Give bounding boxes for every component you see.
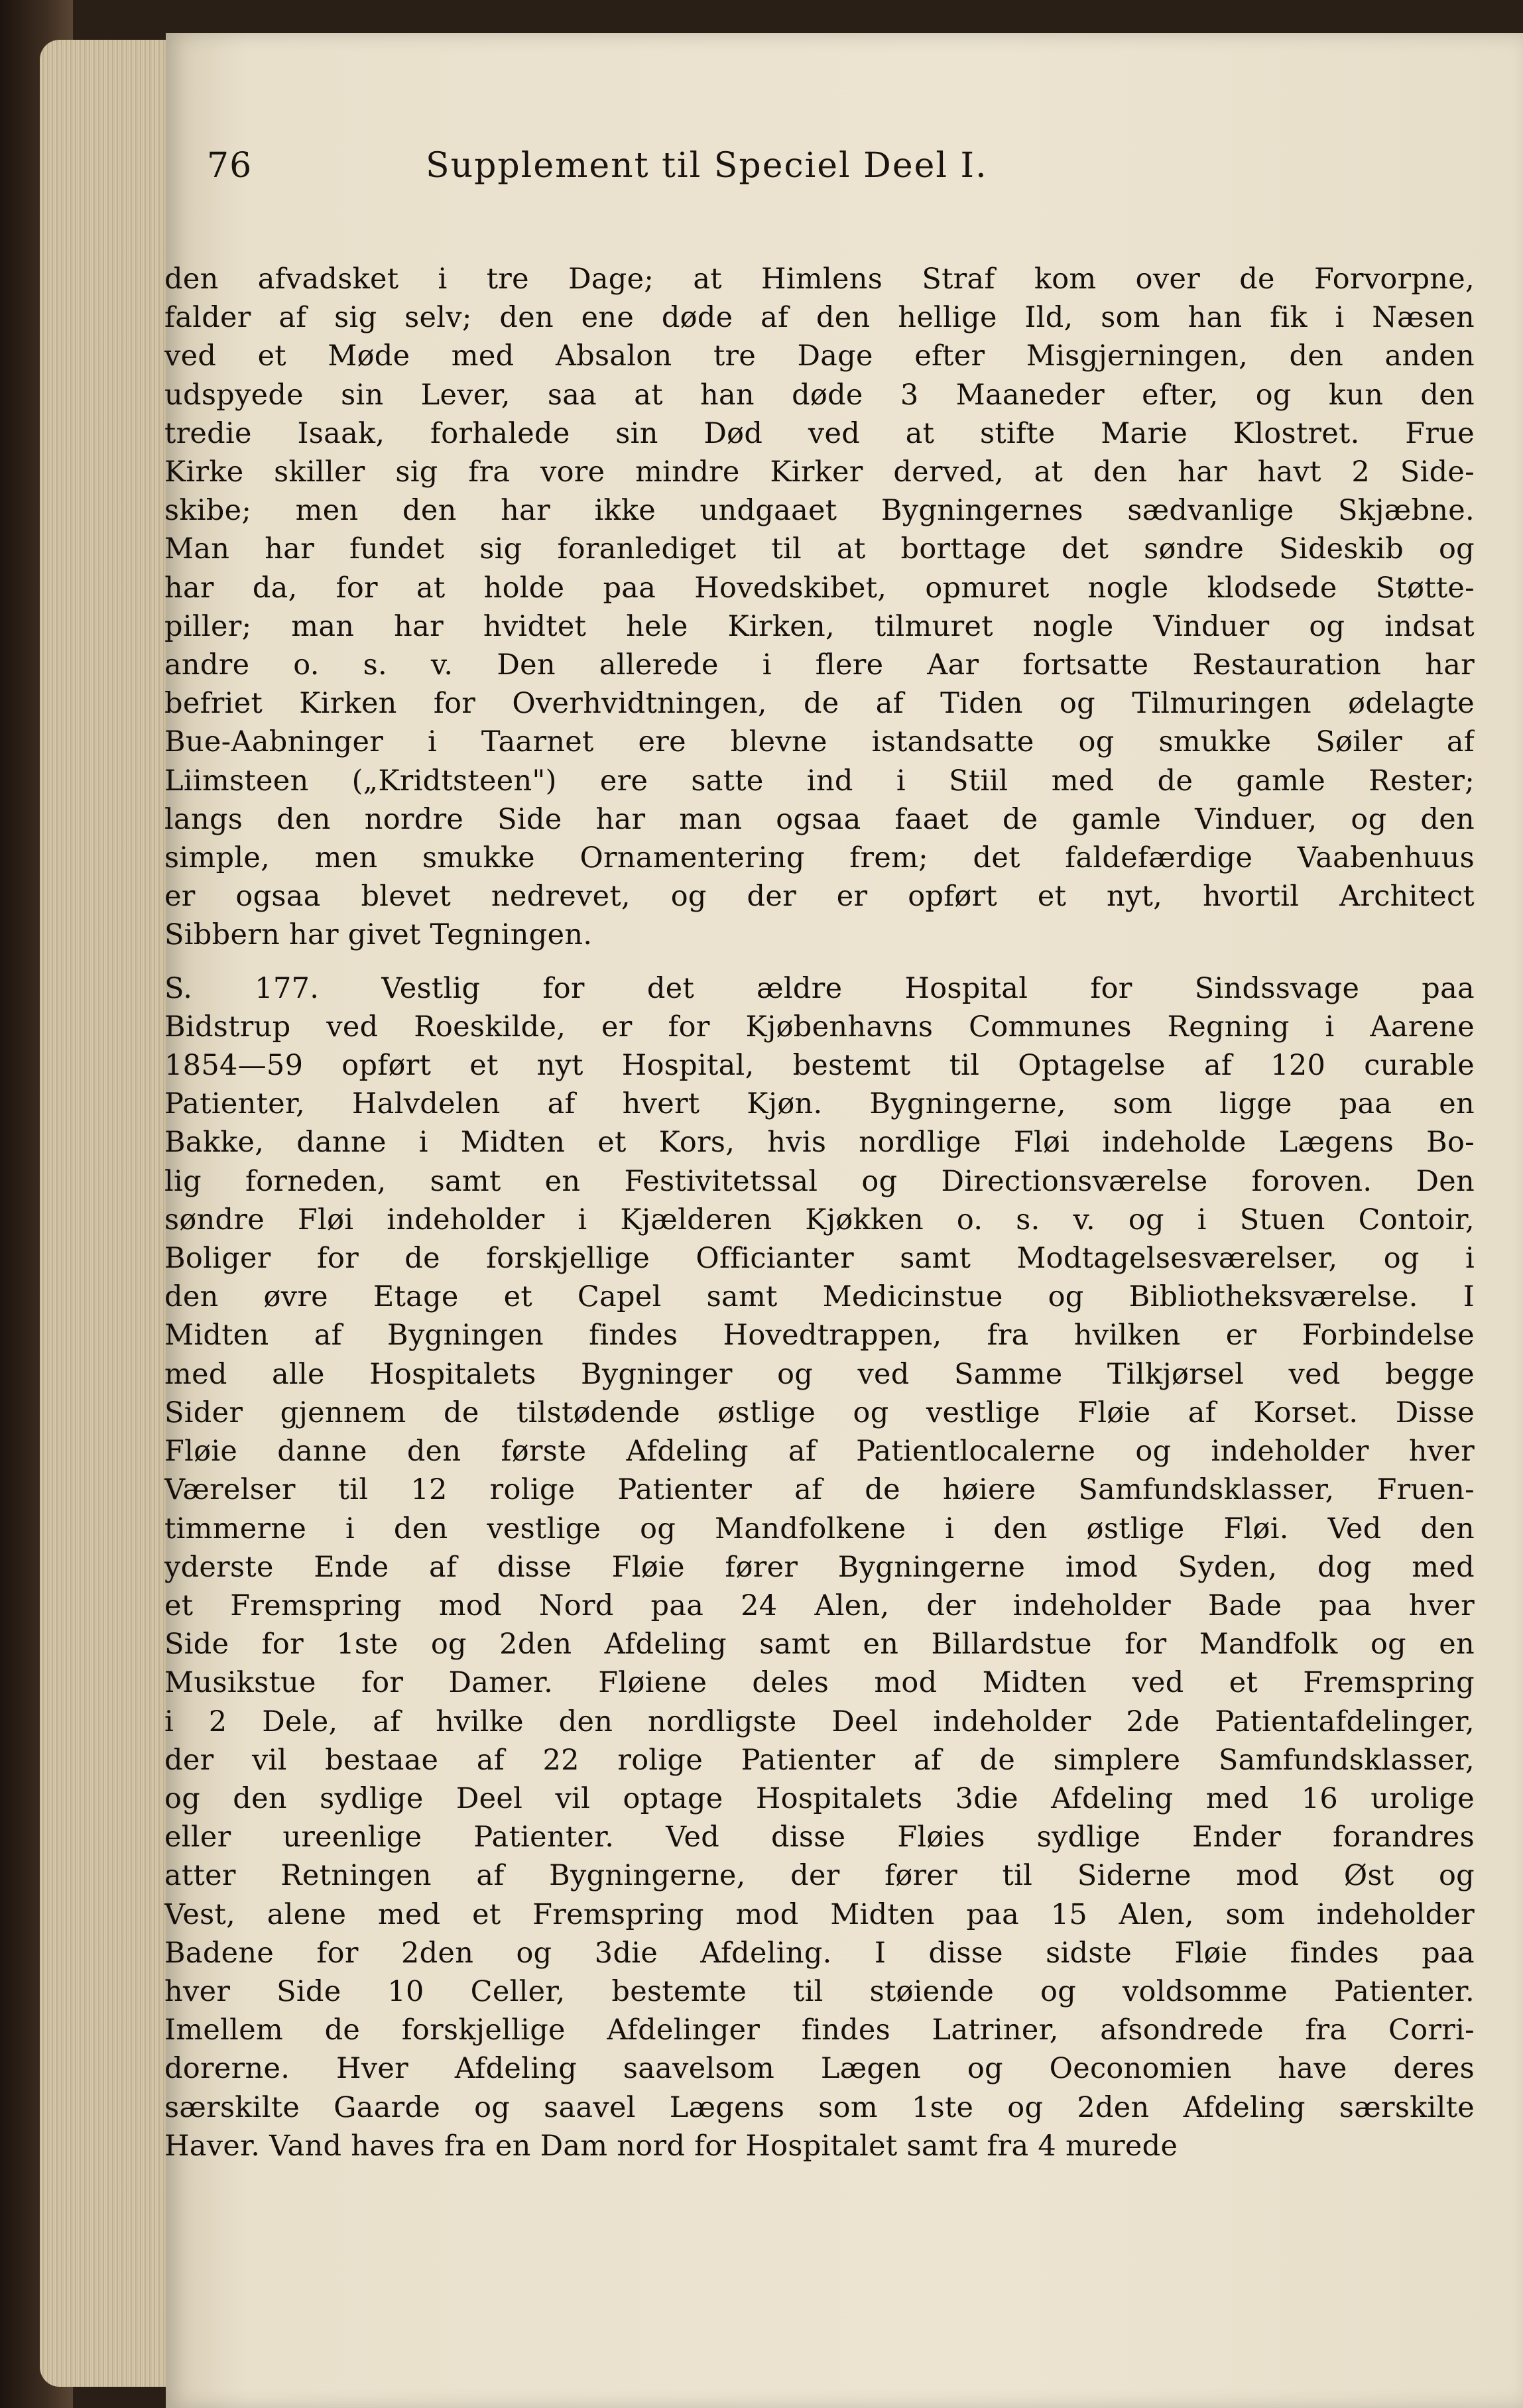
text-line: særskilte Gaarde og saavel Lægens som 1ste og 2den Afdeling særskilte (164, 2090, 1475, 2124)
text-line: Badene for 2den og 3die Afdeling. I disse sidste Fløie findes paa (164, 1936, 1475, 1970)
body-text (164, 260, 1475, 2165)
page-edges (40, 40, 172, 2387)
text-line: er ogsaa blevet nedrevet, og der er opført et nyt, hvortil Architect (164, 880, 1475, 914)
text-line: lig forneden, samt en Festivitetssal og Directionsværelse foroven. Den (164, 1164, 1475, 1198)
text-line: Kirke skiller sig fra vore mindre Kirker derved, at den har havt 2 Side- (164, 455, 1475, 489)
text-line: har da, for at holde paa Hovedskibet, opmuret nogle klodsede Støtte- (164, 571, 1475, 605)
text-line: yderste Ende af disse Fløie fører Bygningerne imod Syden, dog med (164, 1550, 1475, 1584)
text-line: 1854—59 opført et nyt Hospital, bestemt til Optagelse af 120 curable (164, 1049, 1475, 1083)
text-line: tredie Isaak, forhalede sin Død ved at stifte Marie Klostret. Frue (164, 416, 1475, 450)
page-number: 76 (207, 146, 253, 186)
text-line: Vest, alene med et Fremspring mod Midten paa 15 Alen, som indeholder (164, 1897, 1475, 1931)
page-header (207, 146, 1341, 199)
running-title: Supplement til Speciel Deel I. (426, 146, 988, 186)
text-line: Fløie danne den første Afdeling af Patientlocalerne og indeholder hver (164, 1435, 1475, 1469)
text-line: et Fremspring mod Nord paa 24 Alen, der indeholder Bade paa hver (164, 1589, 1475, 1622)
text-line: med alle Hospitalets Bygninger og ved Samme Tilkjørsel ved begge (164, 1357, 1475, 1391)
text-line: Imellem de forskjellige Afdelinger findes Latriner, afsondrede fra Corri- (164, 2014, 1475, 2047)
text-line: langs den nordre Side har man ogsaa faaet de gamle Vinduer, og den (164, 802, 1475, 836)
text-line: andre o. s. v. Den allerede i flere Aar fortsatte Restauration har (164, 648, 1475, 682)
text-line: Midten af Bygningen findes Hovedtrappen, fra hvilken er Forbindelse (164, 1319, 1475, 1353)
text-line: skibe; men den har ikke undgaaet Bygningernes sædvanlige Skjæbne. (164, 494, 1475, 528)
text-line: Værelser til 12 rolige Patienter af de høiere Samfundsklasser, Fruen- (164, 1473, 1475, 1507)
text-line: eller ureenlige Patienter. Ved disse Fløies sydlige Ender forandres (164, 1821, 1475, 1854)
paragraph-2 (164, 969, 1475, 2165)
text-line: ved et Møde med Absalon tre Dage efter Misgjerningen, den anden (164, 339, 1475, 373)
text-line: Side for 1ste og 2den Afdeling samt en Billardstue for Mandfolk og en (164, 1628, 1475, 1661)
text-line: Bue-Aabninger i Taarnet ere blevne istandsatte og smukke Søiler af (164, 725, 1475, 759)
text-line: i 2 Dele, af hvilke den nordligste Deel indeholder 2de Patientafdelinger, (164, 1705, 1475, 1738)
text-line: den øvre Etage et Capel samt Medicinstue og Bibliotheksværelse. I (164, 1280, 1475, 1314)
text-line: timmerne i den vestlige og Mandfolkene i den østlige Fløi. Ved den (164, 1512, 1475, 1545)
text-line: Man har fundet sig foranlediget til at borttage det søndre Sideskib og (164, 532, 1475, 566)
text-line: S. 177. Vestlig for det ældre Hospital for Sindssvage paa (164, 971, 1475, 1005)
text-line: atter Retningen af Bygningerne, der fører til Siderne mod Øst og (164, 1859, 1475, 1893)
text-line: Bidstrup ved Roeskilde, er for Kjøbenhavns Communes Regning i Aarene (164, 1010, 1475, 1044)
text-line: dorerne. Hver Afdeling saavelsom Lægen og Oeconomien have deres (164, 2052, 1475, 2086)
text-line: hver Side 10 Celler, bestemte til støiende og voldsomme Patienter. (164, 1974, 1475, 2008)
text-line: udspyede sin Lever, saa at han døde 3 Maaneder efter, og kun den (164, 378, 1475, 412)
text-line: Patienter, Halvdelen af hvert Kjøn. Bygningerne, som ligge paa en (164, 1087, 1475, 1121)
text-line: Sibbern har givet Tegningen. (164, 918, 593, 952)
text-line: den afvadsket i tre Dage; at Himlens Straf kom over de Forvorpne, (164, 263, 1475, 296)
text-line: søndre Fløi indeholder i Kjælderen Kjøkken o. s. v. og i Stuen Contoir, (164, 1203, 1475, 1236)
text-line: Bakke, danne i Midten et Kors, hvis nordlige Fløi indeholde Lægens Bo- (164, 1126, 1475, 1160)
text-line: piller; man har hvidtet hele Kirken, tilmuret nogle Vinduer og indsat (164, 609, 1475, 643)
text-line: falder af sig selv; den ene døde af den hellige Ild, som han fik i Næsen (164, 301, 1475, 335)
text-line: Liimsteen („Kridtsteen") ere satte ind i Stiil med de gamle Rester; (164, 764, 1475, 798)
text-line: der vil bestaae af 22 rolige Patienter af de simplere Samfundsklasser, (164, 1743, 1475, 1777)
text-line: befriet Kirken for Overhvidtningen, de af Tiden og Tilmuringen ødelagte (164, 687, 1475, 721)
text-line: og den sydlige Deel vil optage Hospitalets 3die Afdeling med 16 urolige (164, 1781, 1475, 1815)
text-line: Musikstue for Damer. Fløiene deles mod Midten ved et Fremspring (164, 1666, 1475, 1700)
text-line: Haver. Vand haves fra en Dam nord for Hospitalet samt fra 4 murede (164, 2129, 1178, 2163)
text-line: Sider gjennem de tilstødende østlige og vestlige Fløie af Korset. Disse (164, 1396, 1475, 1429)
paragraph-1 (164, 260, 1475, 955)
text-line: simple, men smukke Ornamentering frem; det faldefærdige Vaabenhuus (164, 841, 1475, 875)
text-line: Boliger for de forskjellige Officianter samt Modtagelsesværelser, og i (164, 1242, 1475, 1276)
